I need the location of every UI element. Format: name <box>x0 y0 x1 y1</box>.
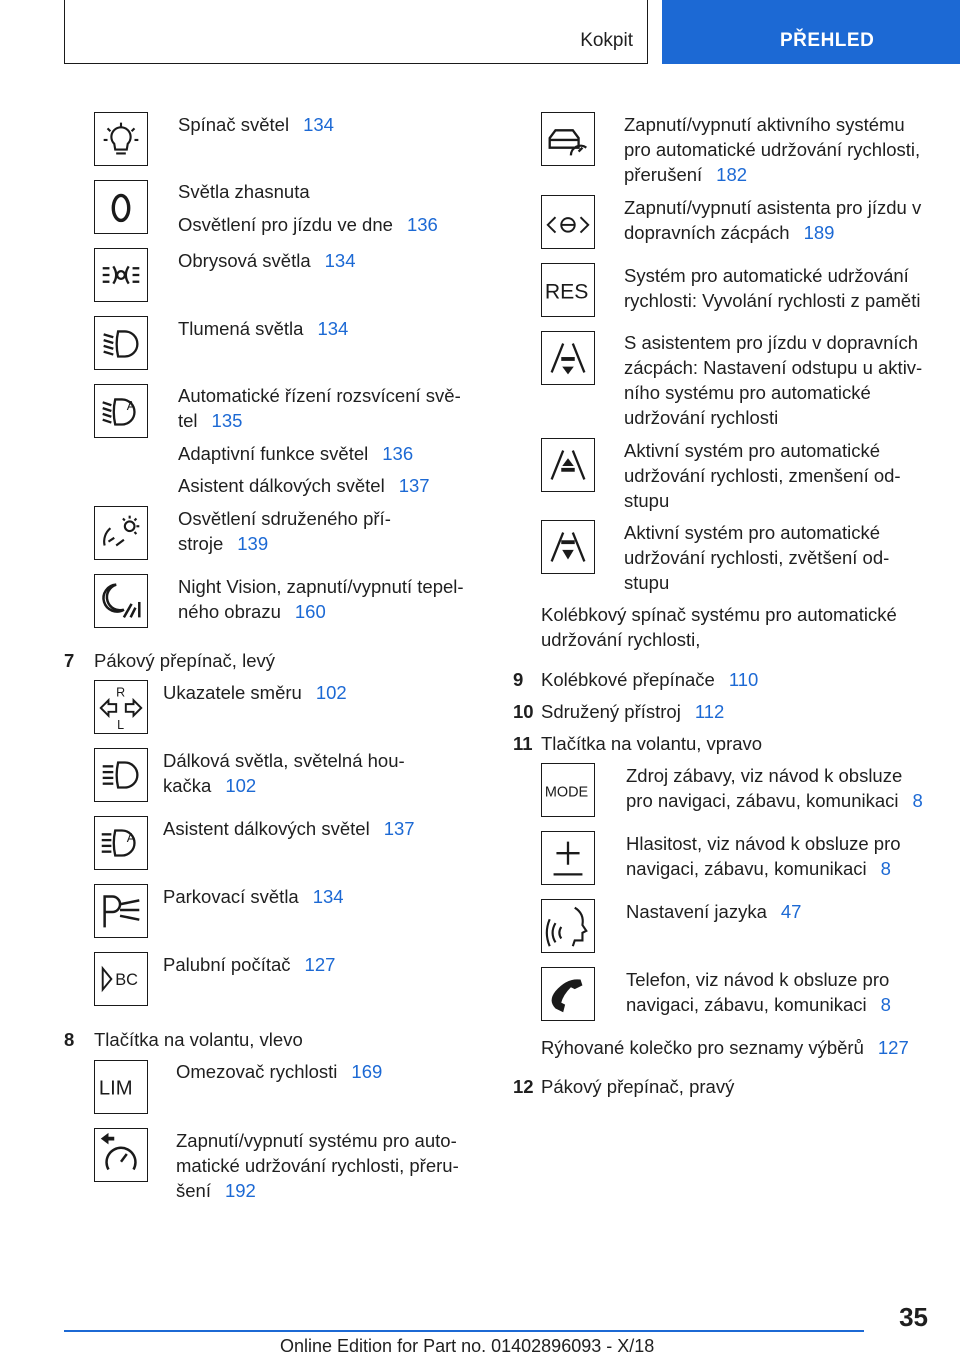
page-ref[interactable]: 8 <box>880 858 891 879</box>
active-cruise-icon <box>541 112 595 166</box>
item-title-right-wheel-buttons: Tlačítka na volantu, vpravo <box>541 733 763 754</box>
entry-adaptive-lights: Adaptivní funkce světel 136 <box>178 443 414 464</box>
page-ref[interactable]: 189 <box>803 222 835 243</box>
entry-night-vision: Night Vision, zapnutí/vypnutí tepel- ného obrazu 160 <box>178 576 464 622</box>
page-ref[interactable]: 169 <box>351 1061 383 1082</box>
page-ref[interactable]: 127 <box>304 954 336 975</box>
svg-text:BC: BC <box>115 970 138 989</box>
page-ref[interactable]: 134 <box>317 318 349 339</box>
mode-icon <box>541 763 595 817</box>
item-number-9: 9 <box>513 669 524 690</box>
header-chapter-title: PŘEHLED <box>780 30 875 51</box>
svg-text:LIM: LIM <box>98 1077 133 1100</box>
page-ref[interactable]: 102 <box>225 775 257 796</box>
high-beam-assist-icon <box>94 816 148 870</box>
item-number-8: 8 <box>64 1029 75 1050</box>
page-ref[interactable]: 136 <box>382 443 414 464</box>
page-ref[interactable]: 135 <box>211 410 243 431</box>
item-number-10: 10 <box>513 701 534 722</box>
entry-volume: Hlasitost, viz návod k obsluze pro navigaci, zábavu, komunikaci 8 <box>626 833 901 879</box>
entry-resume-speed: Systém pro automatické udržování rychlosti: Vyvolání rychlosti z paměti <box>624 265 921 311</box>
entry-daytime-lights: Osvětlení pro jízdu ve dne 136 <box>178 214 438 235</box>
entry-cruise-control: Zapnutí/vypnutí systému pro auto- matické udržování rychlosti, přeru- šení 192 <box>176 1130 459 1201</box>
onboard-computer-icon <box>94 952 148 1006</box>
page-ref[interactable]: 8 <box>880 994 891 1015</box>
distance-setting-icon <box>541 331 595 385</box>
svg-text:A: A <box>126 399 136 414</box>
entry-entertainment-source: Zdroj zábavy, viz návod k obsluze pro navigaci, zábavu, komunikaci 8 <box>626 765 923 811</box>
entry-phone: Telefon, viz návod k obsluze pro navigaci, zábavu, komunikaci 8 <box>626 969 891 1015</box>
traffic-jam-assist-icon <box>541 195 595 249</box>
footer-edition: Online Edition for Part no. 01402896093 - X/18 <box>280 1336 655 1356</box>
entry-speed-limiter: Omezovač rychlosti 169 <box>176 1061 383 1082</box>
page-ref[interactable]: 112 <box>694 701 725 722</box>
page-ref[interactable]: 137 <box>398 475 430 496</box>
header-chapter-tab[interactable] <box>662 0 960 64</box>
turn-signal-icon <box>94 680 148 734</box>
entry-high-beam-assist: Asistent dálkových světel 137 <box>178 475 430 496</box>
entry-thumbwheel: Rýhované kolečko pro seznamy výběrů 127 <box>541 1037 909 1058</box>
svg-text:R: R <box>116 685 126 700</box>
svg-text:RES: RES <box>544 280 589 304</box>
auto-headlight-icon <box>94 384 148 438</box>
page-ref[interactable]: 192 <box>224 1180 256 1201</box>
item-number-12: 12 <box>513 1076 534 1097</box>
entry-high-beam: Dálková světla, světelná hou- kačka 102 <box>163 750 405 796</box>
page-ref[interactable]: 134 <box>303 114 334 135</box>
night-vision-icon <box>94 574 148 628</box>
light-switch-icon <box>94 112 148 166</box>
entry-onboard-computer: Palubní počítač 127 <box>163 954 336 975</box>
page-ref[interactable]: 8 <box>912 790 923 811</box>
entry-turn-signals: Ukazatele směru 102 <box>163 682 347 703</box>
distance-decrease-icon <box>541 438 595 492</box>
resume-speed-icon <box>541 263 595 317</box>
footer-divider <box>64 1330 864 1332</box>
entry-high-beam-assist-lever: Asistent dálkových světel 137 <box>163 818 415 839</box>
page-ref[interactable]: 182 <box>716 164 748 185</box>
svg-text:L: L <box>117 718 125 733</box>
page-ref[interactable]: 160 <box>294 601 326 622</box>
parking-lights-icon <box>94 884 148 938</box>
lights-off-icon <box>94 180 148 234</box>
high-beam-icon <box>94 748 148 802</box>
page-ref[interactable]: 102 <box>315 682 347 703</box>
entry-auto-lights: Automatické řízení rozsvícení svě- tel 135 <box>178 385 461 431</box>
page-ref[interactable]: 127 <box>877 1037 909 1058</box>
phone-icon <box>541 967 595 1021</box>
item-title-left-wheel-buttons: Tlačítka na volantu, vlevo <box>94 1029 303 1050</box>
item-title-right-lever: Pákový přepínač, pravý <box>541 1076 735 1097</box>
entry-voice-control: Nastavení jazyka 47 <box>626 901 802 922</box>
page-ref[interactable]: 134 <box>312 886 344 907</box>
page-ref[interactable]: 47 <box>780 901 802 922</box>
svg-text:MODE: MODE <box>544 784 589 801</box>
item-title-left-lever: Pákový přepínač, levý <box>94 650 275 671</box>
low-beam-icon <box>94 316 148 370</box>
entry-low-beam: Tlumená světla 134 <box>178 318 349 339</box>
entry-position-lights: Obrysová světla 134 <box>178 250 356 271</box>
svg-text:A: A <box>126 831 136 846</box>
page-ref[interactable]: 136 <box>406 214 438 235</box>
page-ref[interactable]: 139 <box>237 533 269 554</box>
entry-distance-increase: Aktivní systém pro automatické udržování rychlosti, zvětšení od- stupu <box>624 522 890 593</box>
item-title-instrument-cluster: Sdružený přístroj 112 <box>541 701 725 722</box>
entry-lights-off: Světla zhasnuta <box>178 181 310 202</box>
item-number-11: 11 <box>513 733 533 754</box>
instrument-lighting-icon <box>94 506 148 560</box>
entry-parking-lights: Parkovací světla 134 <box>163 886 344 907</box>
item-number-7: 7 <box>64 650 75 671</box>
page-ref[interactable]: 134 <box>324 250 356 271</box>
position-lights-icon <box>94 248 148 302</box>
header-section-box <box>64 0 648 64</box>
page-number: 35 <box>899 1302 928 1332</box>
page-ref[interactable]: 110 <box>728 669 759 690</box>
page-ref[interactable]: 137 <box>383 818 415 839</box>
speed-limiter-icon <box>94 1060 148 1114</box>
entry-light-switch: Spínač světel 134 <box>178 114 334 135</box>
distance-increase-icon <box>541 520 595 574</box>
item-title-rocker-switches: Kolébkové přepínače 110 <box>541 669 759 690</box>
cruise-control-icon <box>94 1128 148 1182</box>
voice-control-icon <box>541 899 595 953</box>
header-section-title: Kokpit <box>580 30 633 51</box>
volume-icon <box>541 831 595 885</box>
entry-distance-decrease: Aktivní systém pro automatické udržování rychlosti, zmenšení od- stupu <box>624 440 901 511</box>
rocker-switch-note: Kolébkový spínač systému pro automatické udržování rychlosti, <box>541 604 897 650</box>
entry-instrument-lighting: Osvětlení sdruženého pří- stroje 139 <box>178 508 391 554</box>
entry-active-cruise: Zapnutí/vypnutí aktivního systému pro automatické udržování rychlosti, přerušení 182 <box>624 114 921 185</box>
entry-distance-setting: S asistentem pro jízdu v dopravních zácpách: Nastavení odstupu u aktiv- ního systému pro automatické udržování rychlosti <box>624 332 923 428</box>
entry-traffic-jam-assist: Zapnutí/vypnutí asistenta pro jízdu v dopravních zácpách 189 <box>624 197 922 243</box>
